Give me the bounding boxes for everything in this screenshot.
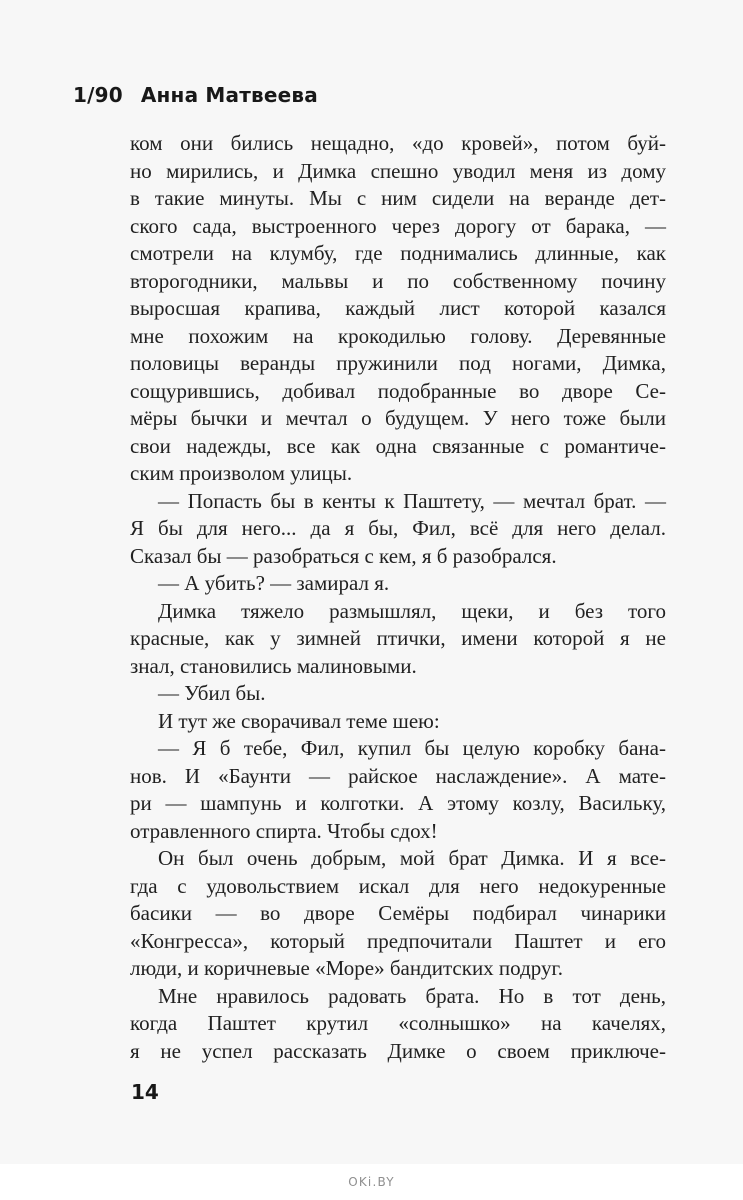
- paragraph: [130, 983, 666, 1066]
- paragraph: [130, 598, 666, 681]
- text-line: красные, как у зимней птички, имени которой я не: [130, 626, 666, 650]
- text-line: но мирились, и Димка спешно уводил меня из дому: [130, 158, 666, 183]
- text-line: ским произволом улицы.: [130, 461, 353, 485]
- text-line: Мне нравилось радовать брата. Но в тот день,: [158, 983, 666, 1008]
- text-line: в такие минуты. Мы с ним сидели на веранде дет-: [130, 186, 666, 210]
- text-line: И тут же сворачивал теме шею:: [158, 708, 440, 733]
- paragraph: [130, 488, 666, 571]
- text-line: гда с удовольствием искал для него недокуренные: [130, 873, 666, 898]
- page-number: 14: [131, 1080, 159, 1104]
- text-line: знал, становились малиновыми.: [130, 653, 417, 678]
- text-line: ком они бились нещадно, «до кровей», потом буй-: [130, 131, 666, 155]
- paragraph: [130, 708, 666, 736]
- text-line: Сказал бы — разобраться с кем, я б разобрался.: [130, 543, 557, 568]
- text-line: второгодники, мальвы и по собственному почину: [130, 268, 666, 293]
- text-line: Я бы для него... да я бы, Фил, всё для него делал.: [130, 516, 666, 540]
- text-line: ского сада, выстроенного через дорогу от барака, —: [130, 213, 666, 238]
- text-line: — Попасть бы в кенты к Паштету, — мечтал брат. —: [158, 488, 666, 513]
- text-line: отравленного спирта. Чтобы сдох!: [130, 818, 438, 843]
- page-header: [73, 83, 318, 107]
- watermark-text: OKi.BY: [348, 1175, 395, 1189]
- text-line: половицы веранды пружинили под ногами, Димка,: [130, 351, 666, 375]
- reading-progress: 1/90: [73, 83, 123, 107]
- text-line: мне похожим на крокодилью голову. Деревянные: [130, 323, 666, 348]
- text-line: — А убить? — замирал я.: [158, 571, 390, 595]
- text-line: Димка тяжело размышлял, щеки, и без того: [158, 598, 666, 623]
- book-author: Анна Матвеева: [140, 83, 318, 107]
- paragraph: [130, 130, 666, 488]
- text-line: я не успел рассказать Димке о своем приключе-: [130, 1038, 666, 1063]
- text-line: мёры бычки и мечтал о будущем. У него тоже были: [130, 406, 666, 430]
- paragraph: [130, 845, 666, 983]
- text-line: Он был очень добрым, мой брат Димка. И я все-: [158, 846, 666, 870]
- paragraph: [130, 680, 666, 708]
- text-line: «Конгресса», который предпочитали Паштет и его: [130, 928, 666, 953]
- text-line: нов. И «Баунти — райское наслаждение». А мате-: [130, 763, 666, 788]
- paragraph: [130, 735, 666, 845]
- text-line: — Убил бы.: [158, 681, 266, 705]
- body-text: [130, 130, 666, 1065]
- text-line: сощурившись, добивал подобранные во дворе Се-: [130, 378, 666, 403]
- text-line: басики — во дворе Семёры подбирал чинарики: [130, 901, 666, 925]
- text-line: смотрели на клумбу, где поднимались длинные, как: [130, 241, 666, 265]
- text-line: выросшая крапива, каждый лист которой казался: [130, 296, 666, 320]
- text-line: когда Паштет крутил «солнышко» на качелях,: [130, 1011, 666, 1035]
- page-footer: [0, 1164, 743, 1200]
- text-line: ри — шампунь и колготки. А этому козлу, Васильку,: [130, 791, 666, 815]
- text-line: люди, и коричневые «Море» бандитских подруг.: [130, 956, 563, 980]
- text-line: — Я б тебе, Фил, купил бы целую коробку бана-: [158, 736, 666, 760]
- paragraph: [130, 570, 666, 598]
- text-line: свои надежды, все как одна связанные с романтиче-: [130, 433, 666, 458]
